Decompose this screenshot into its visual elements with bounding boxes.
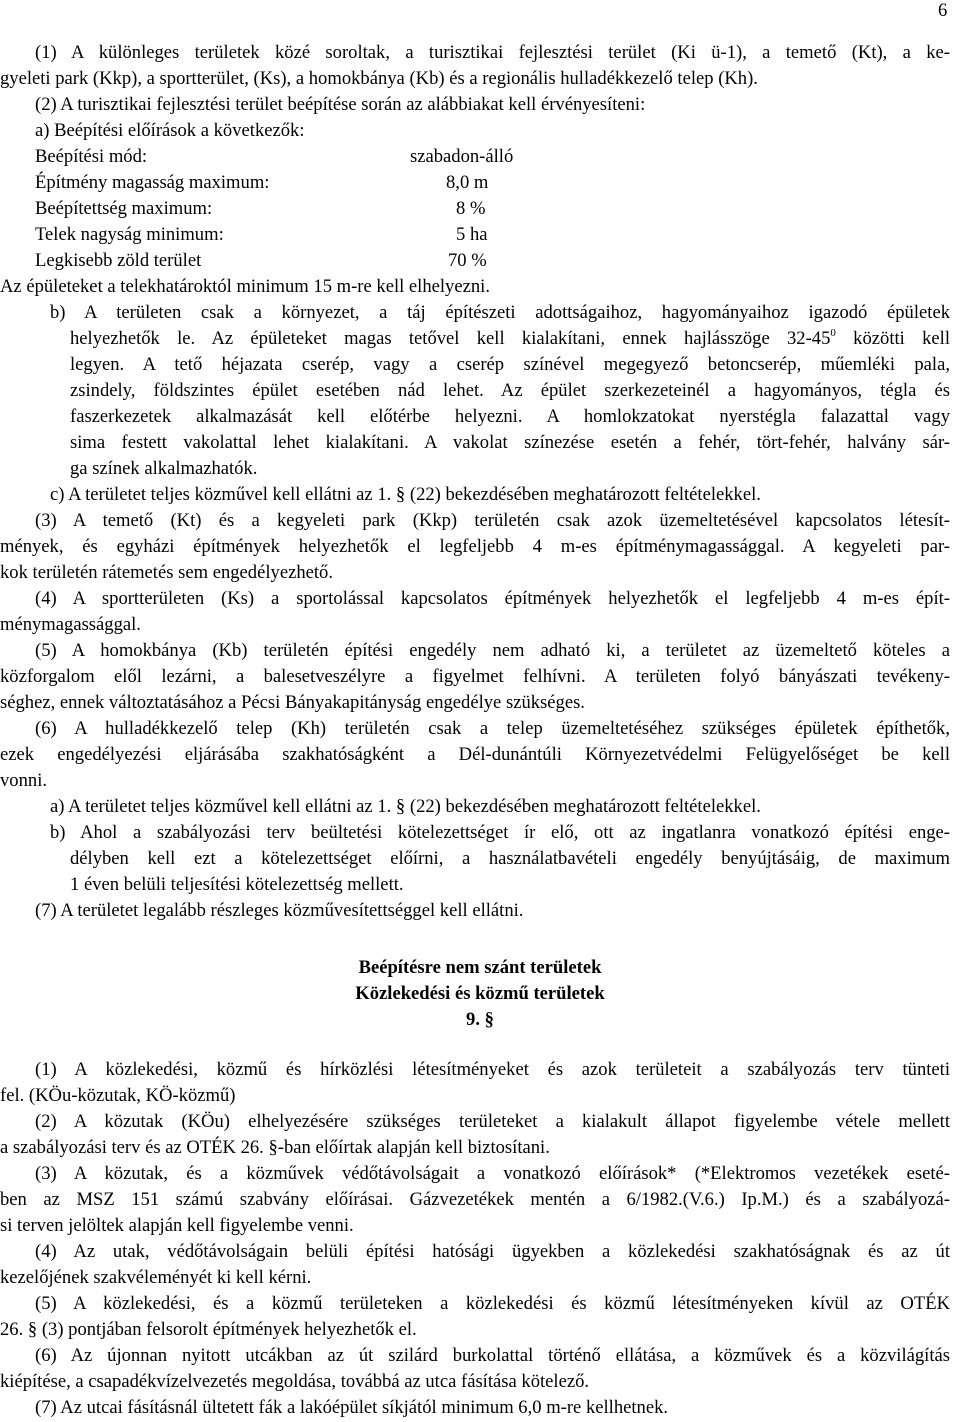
paragraph-5-line: közforgalom elől lezárni, a balesetveszélyre a figyelmet felhívni. A területen folyó bányászati tevékeny-: [0, 666, 950, 687]
paragraph-6-line: ezek engedélyezési eljárásába szakhatóságként a Dél-dunántúli Környezetvédelmi Felügyelőséget be kell: [0, 744, 950, 765]
spec-label: Építmény magasság maximum:: [35, 172, 270, 193]
paragraph-5-line: séghez, ennek változtatásához a Pécsi Bányakapitányság engedélye szükséges.: [0, 692, 585, 713]
section-paragraph-line: (5) A közlekedési, és a közmű területeken a közlekedési és közmű létesítményeken kívül az OTÉK: [35, 1293, 950, 1314]
section-paragraph-line: 26. § (3) pontjában felsorolt építmények helyezhetők el.: [0, 1319, 417, 1340]
paragraph-4-line: ménymagassággal.: [0, 614, 141, 635]
section-paragraph-line: fel. (KÖu-közutak, KÖ-közmű): [0, 1085, 236, 1106]
paragraph-6-line: (6) A hulladékkezelő telep (Kh) területén csak a telep üzemeltetéséhez szükséges épületek építhetők,: [35, 718, 950, 739]
spec-value: szabadon-álló: [410, 146, 514, 167]
section-paragraph-line: (2) A közutak (KÖu) elhelyezésére szükséges területeket a kialakult állapot figyelembe vétele mellett: [35, 1111, 950, 1132]
paragraph-6-item-b-line: b) Ahol a szabályozási terv beültetési kötelezettséget ír elő, ott az ingatlanra vonatkozó építési enge-: [50, 822, 950, 843]
item-b-line: b) A területen csak a környezet, a táj építészeti adottságaihoz, hagyományaihoz igazodó épületek: [50, 302, 950, 323]
paragraph-4-line: (4) A sportterületen (Ks) a sportolással kapcsolatos építmények helyezhetők el legfeljebb 4 m-es épít-: [35, 588, 950, 609]
paragraph-2-item-a: a) Beépítési előírások a következők:: [35, 120, 305, 141]
paragraph-2-item-c: c) A területet teljes közművel kell ellátni az 1. § (22) bekezdésében meghatározott feltételekkel.: [50, 484, 761, 505]
item-b-line: sima festett vakolattal lehet kialakítani. A vakolat színezése esetén a fehér, tört-fehér, halvány sár-: [70, 432, 950, 453]
spec-label: Telek nagyság minimum:: [35, 224, 224, 245]
spec-value: 70 %: [448, 250, 487, 271]
paragraph-6-item-b-line: délyben kell ezt a kötelezettséget előírni, a használatbavételi engedély benyújtásáig, de maximum: [70, 848, 950, 869]
spec-label: Legkisebb zöld terület: [35, 250, 202, 271]
section-paragraph-line: kezelőjének szakvéleményét ki kell kérni.: [0, 1267, 312, 1288]
paragraph-1-line-1: (1) A különleges területek közé soroltak, a turisztikai fejlesztési terület (Ki ü-1), a temető (Kt), a ke-: [35, 42, 950, 63]
paragraph-7: (7) A területet legalább részleges közművesítettséggel kell ellátni.: [35, 900, 524, 921]
paragraph-3-line: mények, és egyházi építmények helyezhetők el legfeljebb 4 m-es építménymagassággal. A kegyeleti par-: [0, 536, 950, 557]
paragraph-6-item-b-line: 1 éven belüli teljesítési kötelezettség mellett.: [70, 874, 404, 895]
paragraph-2-intro: (2) A turisztikai fejlesztési terület beépítése során az alábbiakat kell érvényesíteni:: [35, 94, 646, 115]
item-b-line: legyen. A tető héjazata cserép, vagy a cserép színével megegyező betoncserép, műemléki pala,: [70, 354, 950, 375]
paragraph-3-line: kok területén rátemetés sem engedélyezhető.: [0, 562, 333, 583]
paragraph-6-item-a: a) A területet teljes közművel kell ellátni az 1. § (22) bekezdésében meghatározott feltételekkel.: [50, 796, 761, 817]
section-paragraph-line: (3) A közutak, és a közművek védőtávolságait a vonatkozó előírások* (*Elektromos vezetékek eseté-: [35, 1163, 950, 1184]
paragraph-5-line: (5) A homokbánya (Kb) területén építési engedély nem adható ki, a területet az üzemeltető köteles a: [35, 640, 950, 661]
spec-label: Beépítettség maximum:: [35, 198, 213, 219]
spec-value: 8,0 m: [446, 172, 489, 193]
section-title-2: Közlekedési és közmű területek: [355, 983, 605, 1004]
spec-value: 5 ha: [456, 224, 488, 245]
degree-superscript: 0: [830, 326, 836, 339]
paragraph-6-line: vonni.: [0, 770, 48, 791]
item-b-line: zsindely, földszintes épület esetében nád lehet. Az épület szerkezeteinél a hagyományos, tégla és: [70, 380, 950, 401]
section-paragraph-line: kiépítése, a csapadékvízelvezetés megoldása, továbbá az utca fásítása kötelező.: [0, 1371, 590, 1392]
section-paragraph-line: ben az MSZ 151 számú szabvány előírásai. Gázvezetékek mentén a 6/1982.(V.6.) Ip.M.) és a szabályozá-: [0, 1189, 950, 1210]
section-paragraph-line: (6) Az újonnan nyitott utcákban az út szilárd burkolattal történő ellátása, a közművek és a közvilágítás: [35, 1345, 950, 1366]
section-title-1: Beépítésre nem szánt területek: [358, 957, 602, 978]
spec-value: 8 %: [456, 198, 486, 219]
item-b-line: faszerkezetek alkalmazását kell előtérbe helyezni. A homlokzatokat nyerstégla falazattal vagy: [70, 406, 950, 427]
section-paragraph-line: (7) Az utcai fásításnál ültetett fák a lakóépület síkjától minimum 6,0 m-re kellhetnek.: [35, 1397, 669, 1418]
item-b-line: ga színek alkalmazhatók.: [70, 458, 258, 479]
item-b-line: helyezhetők le. Az épületeket magas tetővel kell kialakítani, ennek hajlásszöge $32-45^0$ közötti kell: [70, 326, 950, 349]
paragraph-3-line: (3) A temető (Kt) és a kegyeleti park (Kkp) területén csak azok üzemeltetésével kapcsolatos létesít-: [35, 510, 950, 531]
section-number: 9. §: [466, 1009, 494, 1030]
paragraph-1-line-2: gyeleti park (Kkp), a sportterület, (Ks), a homokbánya (Kb) és a regionális hulladékkezelő telep (Kh).: [0, 68, 758, 89]
section-paragraph-line: a szabályozási terv és az OTÉK 26. §-ban előírtak alapján kell biztosítani.: [0, 1137, 550, 1158]
page-number: 6: [938, 0, 948, 21]
section-paragraph-line: (4) Az utak, védőtávolságain belüli építési hatósági ügyekben a közlekedési szakhatóságnak és az út: [35, 1241, 950, 1262]
section-paragraph-line: si terven jelöltek alapján kell figyelembe venni.: [0, 1215, 354, 1236]
section-paragraph-line: (1) A közlekedési, közmű és hírközlési létesítményeket és azok területeit a szabályozás terv tünteti: [35, 1059, 950, 1080]
distance-note: Az épületeket a telekhatároktól minimum 15 m-re kell elhelyezni.: [0, 276, 490, 297]
spec-label: Beépítési mód:: [35, 146, 148, 167]
